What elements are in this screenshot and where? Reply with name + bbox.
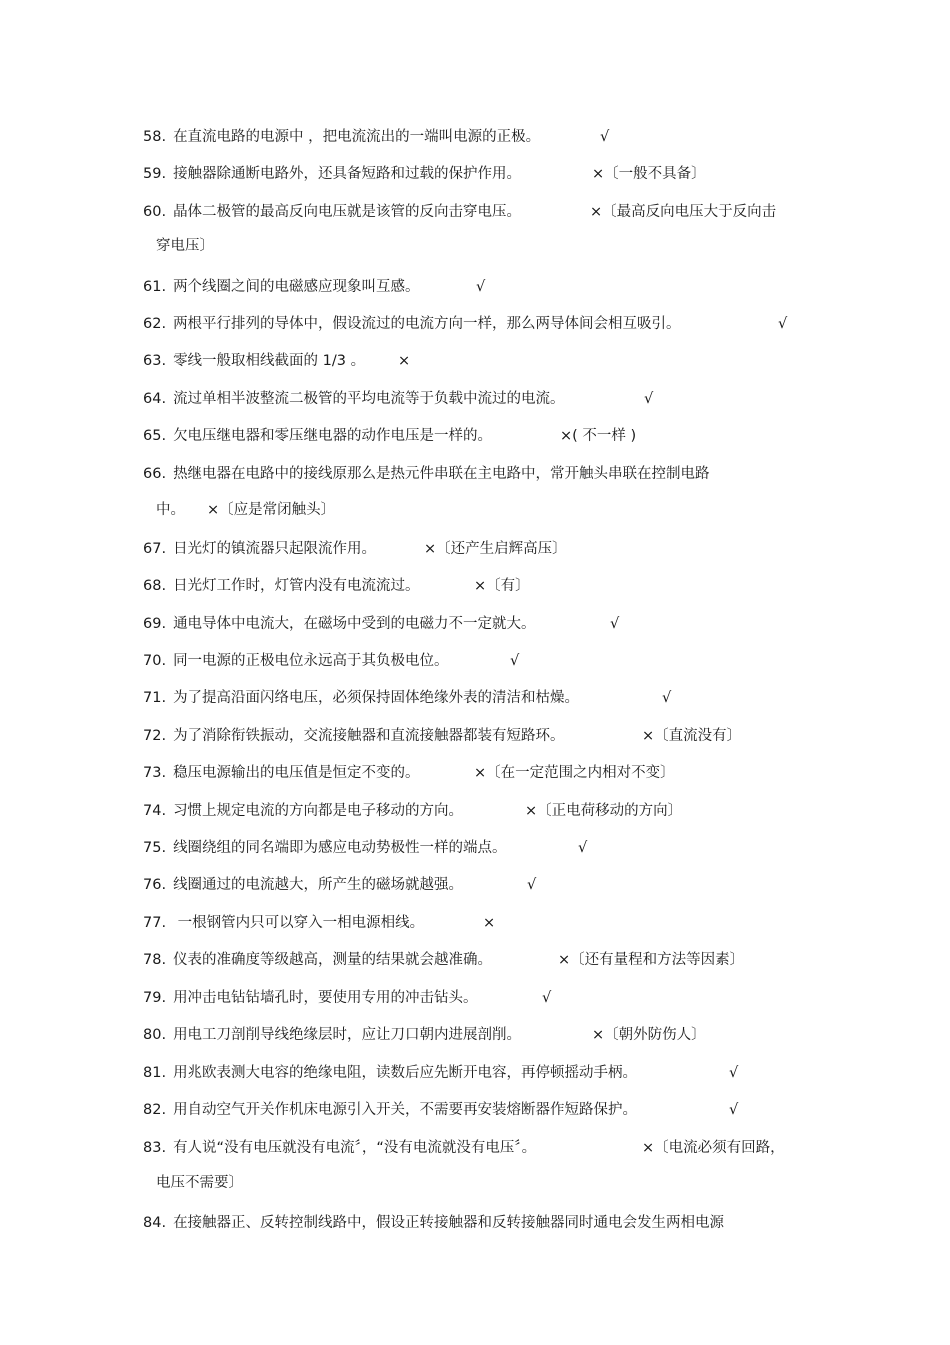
question-item-67 [143, 539, 376, 559]
question-text: 欠电压继电器和零压继电器的动作电压是一样的。 [173, 428, 493, 444]
question-number: 67. [143, 541, 167, 557]
question-number: 65. [143, 428, 167, 444]
question-number: 70. [143, 653, 167, 669]
question-item-74 [143, 801, 463, 821]
answer-mark: √ [662, 690, 672, 706]
answer-mark: ×〔正电荷移动的方向〕 [525, 803, 683, 819]
question-number: 78. [143, 952, 167, 968]
question-text: 为了消除衔铁振动，交流接触器和直流接触器都装有短路环。 [173, 728, 565, 744]
question-item-59 [143, 164, 521, 184]
question-item-83 [143, 1138, 536, 1158]
question-text: 在接触器正、反转控制线路中，假设正转接触器和反转接触器同时通电会发生两相电源 [173, 1215, 725, 1231]
question-text: 同一电源的正极电位永远高于其负极电位。 [173, 653, 449, 669]
question-item-84 [143, 1213, 724, 1233]
question-text: 用电工刀剖削导线绝缘层时，应让刀口朝内进展剖削。 [173, 1027, 522, 1043]
answer-mark: ×〔电流必须有回路， [642, 1140, 785, 1156]
question-number: 81. [143, 1065, 167, 1081]
answer-mark: ×〔一般不具备〕 [592, 166, 706, 182]
answer-mark: ×〔有〕 [474, 578, 530, 594]
question-number: 77. [143, 915, 167, 931]
question-text: 仪表的准确度等级越高，测量的结果就会越准确。 [173, 952, 493, 968]
answer-mark: ×〔最高反向电压大于反向击 [590, 204, 777, 220]
question-item-81 [143, 1063, 637, 1083]
question-number: 63. [143, 353, 167, 369]
question-item-62 [143, 314, 681, 334]
question-text: 零线一般取相线截面的 1/3 。 [173, 353, 366, 369]
question-text: 有人说“没有电压就没有电流〞，“没有电流就没有电压〞。 [173, 1140, 537, 1156]
question-number: 72. [143, 728, 167, 744]
question-item-79 [143, 988, 478, 1008]
question-number: 68. [143, 578, 167, 594]
answer-mark: √ [542, 990, 552, 1006]
question-item-61 [143, 277, 420, 297]
question-item-73 [143, 763, 420, 783]
answer-mark: ×〔应是常闭触头〕 [207, 502, 336, 518]
question-item-58 [143, 127, 540, 147]
question-continuation: 电压不需要〕 [156, 1175, 243, 1191]
question-item-77 [143, 913, 424, 933]
question-number: 82. [143, 1102, 167, 1118]
question-number: 59. [143, 166, 167, 182]
question-item-75 [143, 838, 507, 858]
question-number: 60. [143, 204, 167, 220]
question-text: 日光灯的镇流器只起限流作用。 [173, 541, 377, 557]
question-number: 69. [143, 616, 167, 632]
question-text: 线圈通过的电流越大，所产生的磁场就越强。 [173, 877, 464, 893]
answer-mark: √ [729, 1065, 739, 1081]
question-continuation: 穿电压〕 [156, 238, 214, 254]
question-text: 为了提高沿面闪络电压，必须保持固体绝缘外表的清洁和枯燥。 [173, 690, 580, 706]
answer-mark: √ [600, 129, 610, 145]
question-number: 66. [143, 466, 167, 482]
question-number: 62. [143, 316, 167, 332]
answer-mark: ×( 不一样 ) [560, 428, 637, 444]
question-item-68 [143, 576, 420, 596]
question-item-63 [143, 351, 365, 371]
question-number: 76. [143, 877, 167, 893]
question-number: 61. [143, 279, 167, 295]
question-text: 两根平行排列的导体中，假设流过的电流方向一样，那么两导体间会相互吸引。 [173, 316, 681, 332]
answer-mark: √ [476, 279, 486, 295]
question-item-60 [143, 202, 521, 222]
question-item-82 [143, 1100, 637, 1120]
question-continuation: 中。 [156, 502, 185, 518]
question-text: 接触器除通断电路外，还具备短路和过载的保护作用。 [173, 166, 522, 182]
answer-mark: √ [510, 653, 520, 669]
answer-mark: √ [778, 316, 788, 332]
question-item-80 [143, 1025, 521, 1045]
question-text: 日光灯工作时，灯管内没有电流流过。 [173, 578, 420, 594]
question-number: 80. [143, 1027, 167, 1043]
answer-mark: ×〔直流没有〕 [642, 728, 742, 744]
question-text: 习惯上规定电流的方向都是电子移动的方向。 [173, 803, 464, 819]
question-text: 稳压电源输出的电压值是恒定不变的。 [173, 765, 420, 781]
question-text: 热继电器在电路中的接线原那么是热元件串联在主电路中，常开触头串联在控制电路 [173, 466, 710, 482]
question-text: 线圈绕组的同名端即为感应电动势极性一样的端点。 [173, 840, 507, 856]
question-item-71 [143, 688, 579, 708]
answer-mark: √ [729, 1102, 739, 1118]
question-number: 58. [143, 129, 167, 145]
question-text: 晶体二极管的最高反向电压就是该管的反向击穿电压。 [173, 204, 522, 220]
answer-mark: ×〔还产生启辉高压〕 [424, 541, 567, 557]
answer-mark: √ [610, 616, 620, 632]
question-number: 75. [143, 840, 167, 856]
question-number: 83. [143, 1140, 167, 1156]
question-text: 通电导体中电流大，在磁场中受到的电磁力不一定就大。 [173, 616, 536, 632]
question-item-78 [143, 950, 492, 970]
question-text: 用冲击电钻钻墙孔时，要使用专用的冲击钻头。 [173, 990, 478, 1006]
question-item-66 [143, 464, 710, 484]
answer-mark: √ [578, 840, 588, 856]
question-text: 用自动空气开关作机床电源引入开关，不需要再安装熔断器作短路保护。 [173, 1102, 638, 1118]
question-item-64 [143, 389, 565, 409]
question-text: 两个线圈之间的电磁感应现象叫互感。 [173, 279, 420, 295]
question-number: 74. [143, 803, 167, 819]
question-text: 用兆欧表测大电容的绝缘电阻，读数后应先断开电容，再停顿摇动手柄。 [173, 1065, 638, 1081]
question-text: 一根钢管内只可以穿入一相电源相线。 [173, 915, 425, 931]
question-number: 84. [143, 1215, 167, 1231]
answer-mark: √ [644, 391, 654, 407]
question-item-69 [143, 614, 536, 634]
question-item-65 [143, 426, 492, 446]
question-text: 在直流电路的电源中 ，把电流流出的一端叫电源的正极。 [173, 129, 541, 145]
answer-mark: × [483, 915, 496, 931]
answer-mark: ×〔在一定范围之内相对不变〕 [474, 765, 675, 781]
answer-mark: √ [527, 877, 537, 893]
answer-mark: ×〔朝外防伤人〕 [592, 1027, 706, 1043]
question-item-70 [143, 651, 449, 671]
answer-mark: × [398, 353, 411, 369]
question-item-76 [143, 875, 463, 895]
question-number: 73. [143, 765, 167, 781]
question-item-72 [143, 726, 565, 746]
question-number: 64. [143, 391, 167, 407]
question-number: 71. [143, 690, 167, 706]
question-number: 79. [143, 990, 167, 1006]
question-text: 流过单相半波整流二极管的平均电流等于负载中流过的电流。 [173, 391, 565, 407]
answer-mark: ×〔还有量程和方法等因素〕 [558, 952, 745, 968]
